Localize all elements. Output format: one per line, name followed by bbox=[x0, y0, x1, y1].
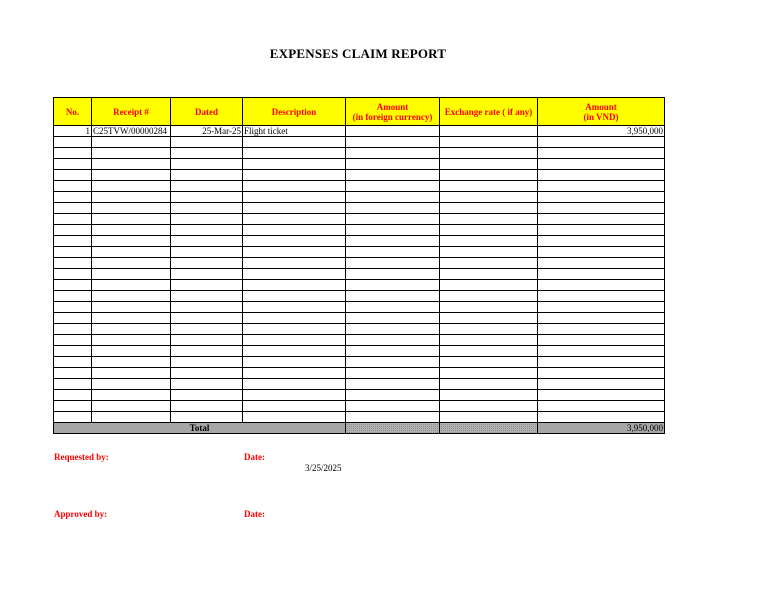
cell-amount-vnd bbox=[538, 291, 665, 302]
cell-dated bbox=[171, 313, 243, 324]
cell-amount-vnd bbox=[538, 258, 665, 269]
cell-description bbox=[243, 225, 346, 236]
cell-amount-vnd bbox=[538, 247, 665, 258]
cell-exchange-rate bbox=[440, 379, 538, 390]
cell-amount-foreign bbox=[346, 379, 440, 390]
cell-description bbox=[243, 236, 346, 247]
cell-description bbox=[243, 346, 346, 357]
cell-receipt bbox=[92, 357, 171, 368]
cell-receipt bbox=[92, 379, 171, 390]
cell-description bbox=[243, 137, 346, 148]
cell-amount-vnd bbox=[538, 401, 665, 412]
header-amount-vnd-line1: Amount bbox=[585, 101, 617, 112]
cell-exchange-rate bbox=[440, 313, 538, 324]
table-row bbox=[54, 159, 665, 170]
requested-by-label: Requested by: bbox=[54, 452, 109, 462]
cell-amount-foreign bbox=[346, 258, 440, 269]
cell-amount-foreign bbox=[346, 192, 440, 203]
cell-exchange-rate bbox=[440, 159, 538, 170]
header-amount-foreign-line1: Amount bbox=[376, 101, 409, 112]
header-description: Description bbox=[243, 98, 346, 126]
cell-no bbox=[54, 401, 92, 412]
cell-exchange-rate bbox=[440, 170, 538, 181]
cell-no bbox=[54, 313, 92, 324]
cell-no bbox=[54, 379, 92, 390]
cell-exchange-rate bbox=[440, 390, 538, 401]
cell-receipt bbox=[92, 346, 171, 357]
cell-amount-foreign bbox=[346, 269, 440, 280]
cell-amount-foreign bbox=[346, 401, 440, 412]
cell-description bbox=[243, 291, 346, 302]
table-row bbox=[54, 291, 665, 302]
cell-exchange-rate bbox=[440, 258, 538, 269]
cell-amount-foreign bbox=[346, 148, 440, 159]
cell-description bbox=[243, 368, 346, 379]
cell-receipt bbox=[92, 203, 171, 214]
cell-exchange-rate bbox=[440, 357, 538, 368]
cell-no bbox=[54, 225, 92, 236]
cell-amount-foreign bbox=[346, 170, 440, 181]
cell-amount-vnd bbox=[538, 390, 665, 401]
cell-amount-vnd bbox=[538, 280, 665, 291]
cell-amount-foreign bbox=[346, 159, 440, 170]
cell-amount-foreign bbox=[346, 247, 440, 258]
cell-no: 1 bbox=[54, 126, 92, 137]
table-row bbox=[54, 313, 665, 324]
cell-exchange-rate bbox=[440, 335, 538, 346]
cell-description bbox=[243, 148, 346, 159]
cell-no bbox=[54, 137, 92, 148]
cell-dated bbox=[171, 302, 243, 313]
table-row bbox=[54, 324, 665, 335]
cell-amount-vnd bbox=[538, 368, 665, 379]
cell-no bbox=[54, 159, 92, 170]
cell-dated bbox=[171, 324, 243, 335]
cell-dated bbox=[171, 148, 243, 159]
cell-dated bbox=[171, 258, 243, 269]
table-row bbox=[54, 269, 665, 280]
table-row bbox=[54, 126, 665, 137]
cell-amount-vnd bbox=[538, 192, 665, 203]
cell-amount-foreign bbox=[346, 368, 440, 379]
table-row bbox=[54, 346, 665, 357]
cell-exchange-rate bbox=[440, 236, 538, 247]
cell-dated bbox=[171, 280, 243, 291]
cell-no bbox=[54, 214, 92, 225]
table-row bbox=[54, 192, 665, 203]
cell-no bbox=[54, 412, 92, 423]
cell-description bbox=[243, 313, 346, 324]
cell-description bbox=[243, 280, 346, 291]
cell-exchange-rate bbox=[440, 291, 538, 302]
table-row bbox=[54, 280, 665, 291]
cell-dated bbox=[171, 335, 243, 346]
cell-exchange-rate bbox=[440, 126, 538, 137]
cell-description bbox=[243, 324, 346, 335]
cell-amount-foreign bbox=[346, 225, 440, 236]
cell-amount-vnd bbox=[538, 357, 665, 368]
table-row bbox=[54, 412, 665, 423]
cell-exchange-rate bbox=[440, 280, 538, 291]
table-row bbox=[54, 170, 665, 181]
cell-exchange-rate bbox=[440, 148, 538, 159]
header-receipt: Receipt # bbox=[92, 98, 171, 126]
cell-receipt bbox=[92, 335, 171, 346]
cell-exchange-rate bbox=[440, 346, 538, 357]
report-title: EXPENSES CLAIM REPORT bbox=[269, 46, 447, 61]
cell-description bbox=[243, 269, 346, 280]
cell-amount-vnd bbox=[538, 170, 665, 181]
cell-description bbox=[243, 379, 346, 390]
cell-description bbox=[243, 192, 346, 203]
cell-amount-foreign bbox=[346, 324, 440, 335]
header-exchange-rate: Exchange rate ( if any) bbox=[440, 98, 538, 126]
cell-amount-foreign bbox=[346, 313, 440, 324]
cell-dated bbox=[171, 225, 243, 236]
cell-exchange-rate bbox=[440, 137, 538, 148]
cell-receipt bbox=[92, 225, 171, 236]
cell-receipt bbox=[92, 412, 171, 423]
table-row bbox=[54, 236, 665, 247]
cell-receipt bbox=[92, 313, 171, 324]
cell-no bbox=[54, 181, 92, 192]
cell-dated bbox=[171, 137, 243, 148]
header-amount-foreign bbox=[346, 98, 440, 126]
approved-by-label: Approved by: bbox=[54, 509, 108, 519]
header-no: No. bbox=[54, 98, 92, 126]
cell-description bbox=[243, 412, 346, 423]
cell-exchange-rate bbox=[440, 192, 538, 203]
cell-receipt bbox=[92, 269, 171, 280]
cell-amount-vnd bbox=[538, 412, 665, 423]
table-body bbox=[54, 126, 665, 423]
table-row bbox=[54, 225, 665, 236]
cell-dated bbox=[171, 170, 243, 181]
table-row bbox=[54, 390, 665, 401]
table-row bbox=[54, 368, 665, 379]
total-amount-foreign bbox=[346, 423, 440, 434]
table-row bbox=[54, 247, 665, 258]
cell-amount-vnd bbox=[538, 181, 665, 192]
cell-description bbox=[243, 335, 346, 346]
cell-dated bbox=[171, 412, 243, 423]
cell-receipt bbox=[92, 214, 171, 225]
cell-amount-vnd bbox=[538, 324, 665, 335]
cell-description bbox=[243, 401, 346, 412]
cell-amount-foreign bbox=[346, 181, 440, 192]
cell-amount-vnd bbox=[538, 214, 665, 225]
cell-exchange-rate bbox=[440, 214, 538, 225]
cell-dated bbox=[171, 291, 243, 302]
cell-description bbox=[243, 247, 346, 258]
cell-exchange-rate bbox=[440, 368, 538, 379]
cell-receipt bbox=[92, 159, 171, 170]
cell-description bbox=[243, 203, 346, 214]
cell-receipt bbox=[92, 324, 171, 335]
cell-no bbox=[54, 247, 92, 258]
cell-no bbox=[54, 258, 92, 269]
cell-exchange-rate bbox=[440, 401, 538, 412]
cell-dated bbox=[171, 390, 243, 401]
cell-amount-vnd bbox=[538, 313, 665, 324]
total-row bbox=[54, 423, 665, 434]
cell-exchange-rate bbox=[440, 324, 538, 335]
cell-dated bbox=[171, 346, 243, 357]
cell-receipt bbox=[92, 280, 171, 291]
cell-amount-foreign bbox=[346, 280, 440, 291]
cell-exchange-rate bbox=[440, 247, 538, 258]
cell-amount-foreign bbox=[346, 335, 440, 346]
cell-dated bbox=[171, 214, 243, 225]
cell-receipt bbox=[92, 247, 171, 258]
cell-amount-vnd bbox=[538, 137, 665, 148]
cell-receipt bbox=[92, 148, 171, 159]
cell-no bbox=[54, 357, 92, 368]
total-label: Total bbox=[54, 423, 346, 434]
cell-no bbox=[54, 390, 92, 401]
cell-receipt bbox=[92, 302, 171, 313]
cell-amount-foreign bbox=[346, 236, 440, 247]
cell-no bbox=[54, 291, 92, 302]
cell-dated bbox=[171, 159, 243, 170]
cell-amount-foreign bbox=[346, 203, 440, 214]
cell-description bbox=[243, 390, 346, 401]
cell-description bbox=[243, 159, 346, 170]
cell-amount-foreign bbox=[346, 302, 440, 313]
cell-receipt bbox=[92, 236, 171, 247]
table-row bbox=[54, 203, 665, 214]
cell-amount-foreign bbox=[346, 390, 440, 401]
cell-receipt bbox=[92, 401, 171, 412]
cell-dated bbox=[171, 379, 243, 390]
cell-no bbox=[54, 170, 92, 181]
cell-amount-foreign bbox=[346, 126, 440, 137]
cell-amount-foreign bbox=[346, 357, 440, 368]
cell-amount-vnd bbox=[538, 203, 665, 214]
cell-dated bbox=[171, 236, 243, 247]
table-row bbox=[54, 379, 665, 390]
cell-receipt bbox=[92, 368, 171, 379]
cell-no bbox=[54, 324, 92, 335]
cell-amount-foreign bbox=[346, 214, 440, 225]
cell-amount-foreign bbox=[346, 137, 440, 148]
cell-dated: 25-Mar-25 bbox=[171, 126, 243, 137]
table-row bbox=[54, 357, 665, 368]
cell-amount-vnd bbox=[538, 269, 665, 280]
cell-dated bbox=[171, 401, 243, 412]
cell-receipt bbox=[92, 170, 171, 181]
cell-dated bbox=[171, 247, 243, 258]
cell-exchange-rate bbox=[440, 225, 538, 236]
cell-exchange-rate bbox=[440, 412, 538, 423]
cell-amount-vnd bbox=[538, 335, 665, 346]
cell-no bbox=[54, 280, 92, 291]
cell-exchange-rate bbox=[440, 269, 538, 280]
cell-description bbox=[243, 214, 346, 225]
cell-no bbox=[54, 335, 92, 346]
cell-receipt bbox=[92, 137, 171, 148]
cell-amount-vnd bbox=[538, 148, 665, 159]
cell-receipt bbox=[92, 192, 171, 203]
table-row bbox=[54, 401, 665, 412]
expenses-table bbox=[53, 97, 665, 434]
cell-amount-vnd bbox=[538, 225, 665, 236]
cell-dated bbox=[171, 368, 243, 379]
cell-no bbox=[54, 269, 92, 280]
cell-description: Flight ticket bbox=[243, 126, 346, 137]
cell-amount-vnd bbox=[538, 159, 665, 170]
cell-no bbox=[54, 368, 92, 379]
cell-amount-vnd bbox=[538, 346, 665, 357]
date-label-requested: Date: bbox=[244, 452, 265, 462]
cell-dated bbox=[171, 181, 243, 192]
cell-amount-foreign bbox=[346, 412, 440, 423]
cell-no bbox=[54, 236, 92, 247]
date-label-approved: Date: bbox=[244, 509, 265, 519]
cell-dated bbox=[171, 269, 243, 280]
cell-receipt bbox=[92, 258, 171, 269]
cell-amount-vnd bbox=[538, 379, 665, 390]
table-row bbox=[54, 335, 665, 346]
total-amount-vnd: 3,950,000 bbox=[538, 423, 665, 434]
cell-amount-foreign bbox=[346, 291, 440, 302]
cell-description bbox=[243, 302, 346, 313]
cell-receipt: C25TVW/00000284 bbox=[92, 126, 171, 137]
cell-exchange-rate bbox=[440, 181, 538, 192]
header-amount-vnd-line2: (in VND) bbox=[583, 111, 619, 122]
cell-amount-vnd bbox=[538, 236, 665, 247]
cell-exchange-rate bbox=[440, 302, 538, 313]
cell-description bbox=[243, 357, 346, 368]
cell-receipt bbox=[92, 390, 171, 401]
table-row bbox=[54, 302, 665, 313]
cell-no bbox=[54, 203, 92, 214]
cell-description bbox=[243, 258, 346, 269]
cell-no bbox=[54, 192, 92, 203]
header-dated: Dated bbox=[171, 98, 243, 126]
cell-amount-vnd: 3,950,000 bbox=[538, 126, 665, 137]
cell-description bbox=[243, 181, 346, 192]
table-row bbox=[54, 181, 665, 192]
cell-dated bbox=[171, 192, 243, 203]
cell-dated bbox=[171, 203, 243, 214]
cell-dated bbox=[171, 357, 243, 368]
cell-amount-foreign bbox=[346, 346, 440, 357]
cell-receipt bbox=[92, 291, 171, 302]
cell-amount-vnd bbox=[538, 302, 665, 313]
table-row bbox=[54, 137, 665, 148]
cell-no bbox=[54, 346, 92, 357]
header-amount-foreign-line2: (in foreign currency) bbox=[352, 111, 433, 122]
date-value-requested: 3/25/2025 bbox=[305, 463, 342, 473]
cell-receipt bbox=[92, 181, 171, 192]
cell-exchange-rate bbox=[440, 203, 538, 214]
table-row bbox=[54, 148, 665, 159]
total-exchange-rate bbox=[440, 423, 538, 434]
header-amount-vnd bbox=[538, 98, 665, 126]
table-row bbox=[54, 258, 665, 269]
table-row bbox=[54, 214, 665, 225]
cell-no bbox=[54, 302, 92, 313]
cell-description bbox=[243, 170, 346, 181]
table-header-row bbox=[54, 98, 665, 126]
cell-no bbox=[54, 148, 92, 159]
